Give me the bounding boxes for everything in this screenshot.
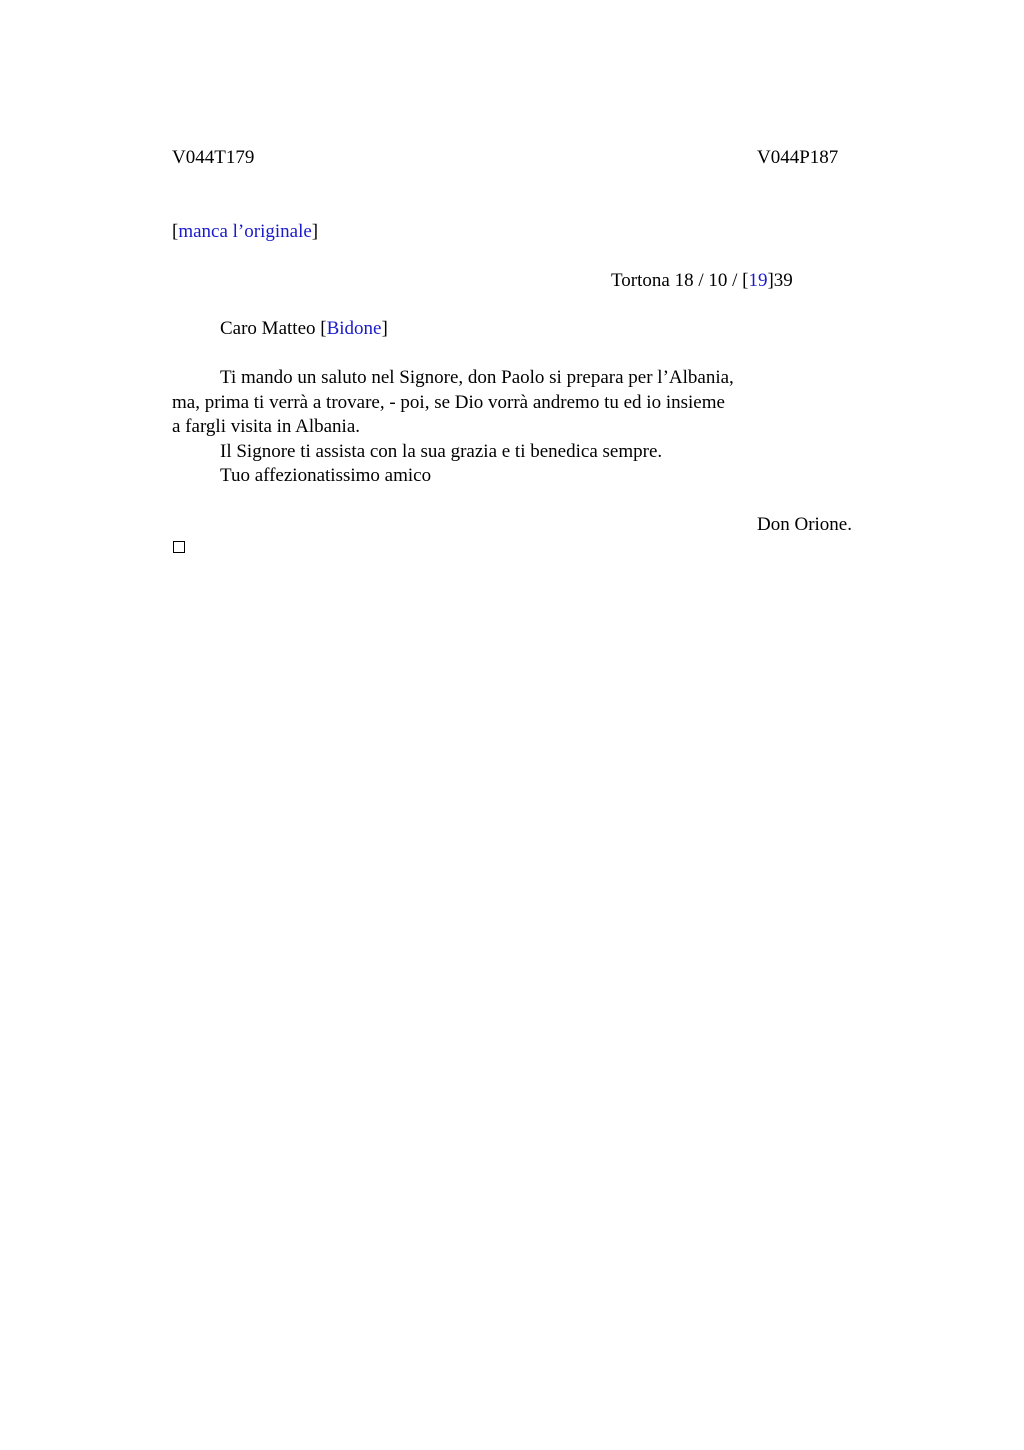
letter-greeting xyxy=(220,317,388,341)
body-line-5: Tuo affezionatissimo amico xyxy=(220,465,432,486)
date-prefix: Tortona 18 / 10 / [ xyxy=(611,270,749,291)
body-line-1: Ti mando un saluto nel Signore, don Paolo si prepara per l’Albania, xyxy=(220,367,734,388)
document-code-left: V044T179 xyxy=(172,147,255,168)
greeting-surname-insert: Bidone xyxy=(326,318,382,339)
square-outline-icon xyxy=(173,541,185,553)
editorial-note xyxy=(172,220,318,244)
greeting-text: Caro Matteo [ xyxy=(220,318,327,339)
note-open-bracket: [ xyxy=(172,221,179,242)
body-line-2: ma, prima ti verrà a trovare, - poi, se Dio vorrà andremo tu ed io insieme xyxy=(172,392,725,413)
body-line-4: Il Signore ti assista con la sua grazia e ti benedica sempre. xyxy=(220,441,663,462)
greeting-close-bracket: ] xyxy=(381,318,388,339)
letter-signature: Don Orione. xyxy=(757,514,852,535)
body-line-3: a fargli visita in Albania. xyxy=(172,416,361,437)
date-suffix: ]39 xyxy=(767,270,793,291)
date-year-insert: 19 xyxy=(748,270,768,291)
note-text: manca l’originale xyxy=(178,221,312,242)
note-close-bracket: ] xyxy=(311,221,319,242)
letter-date xyxy=(611,269,793,293)
document-code-right: V044P187 xyxy=(757,147,839,168)
